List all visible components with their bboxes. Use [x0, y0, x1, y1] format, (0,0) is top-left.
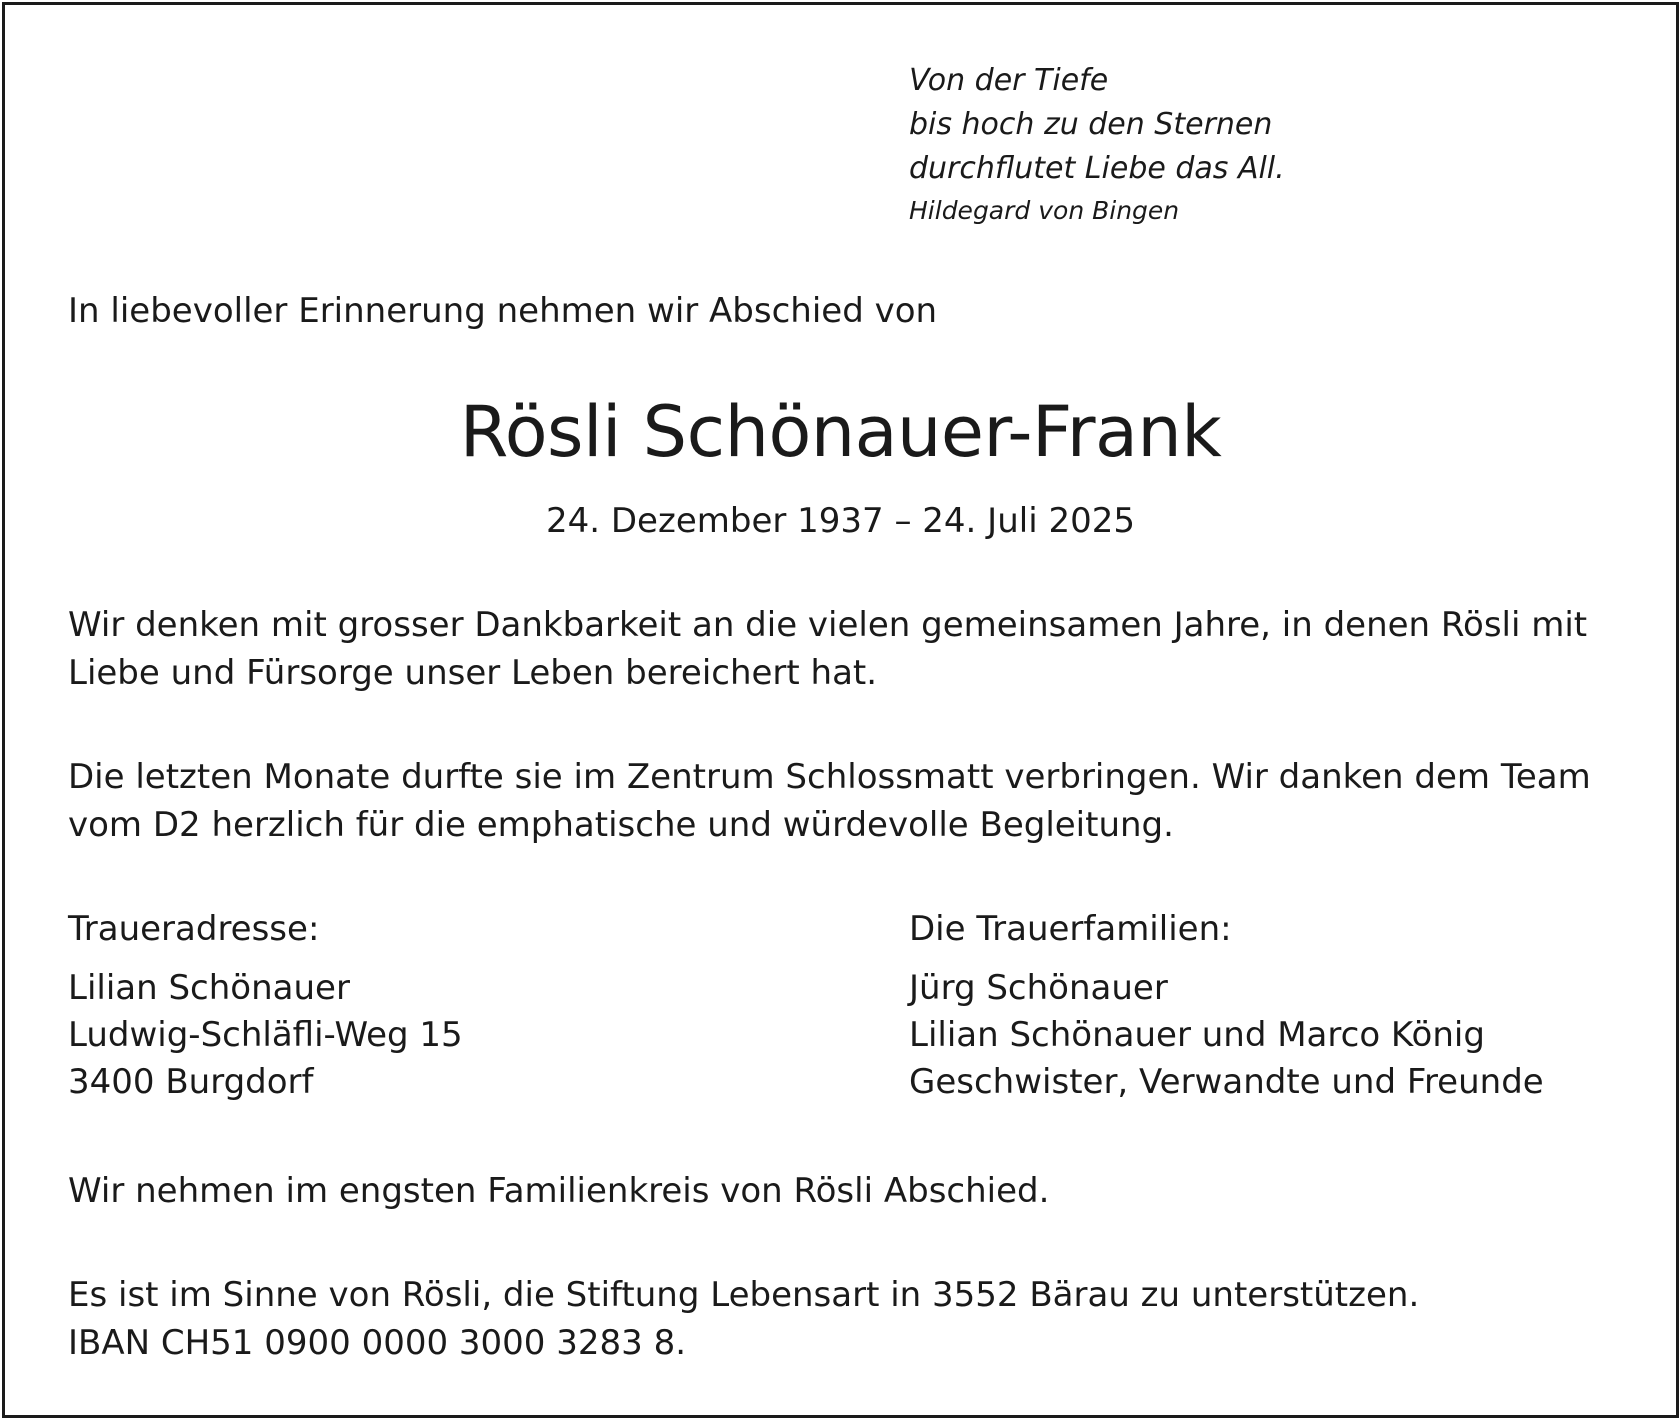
- intro-text: In liebevoller Erinnerung nehmen wir Abschied von: [68, 291, 938, 331]
- paragraph-line: Die letzten Monate durfte sie im Zentrum Schlossmatt verbringen. Wir danken dem Team: [68, 757, 1591, 797]
- address-line: Lilian Schönauer: [68, 968, 350, 1008]
- farewell-paragraph: [68, 1167, 1628, 1215]
- gratitude-paragraph: [68, 601, 1628, 697]
- paragraph-line: Liebe und Fürsorge unser Leben bereichert hat.: [68, 653, 878, 693]
- family-line: Lilian Schönauer und Marco König: [909, 1015, 1485, 1055]
- poem-line: durchflutet Liebe das All.: [909, 151, 1285, 186]
- paragraph-line: Wir denken mit grosser Dankbarkeit an die vielen gemeinsamen Jahre, in denen Rösli mit: [68, 605, 1588, 645]
- mourning-address: [68, 905, 463, 1106]
- paragraph-line: Wir nehmen im engsten Familienkreis von Rösli Abschied.: [68, 1171, 1050, 1211]
- poem-quote: [909, 59, 1285, 231]
- address-line: Ludwig-Schläfli-Weg 15: [68, 1015, 463, 1055]
- poem-author: Hildegard von Bingen: [909, 196, 1180, 225]
- address-line: 3400 Burgdorf: [68, 1062, 314, 1102]
- mourning-families: [909, 905, 1544, 1106]
- iban-line: IBAN CH51 0900 0000 3000 3283 8.: [68, 1323, 687, 1363]
- obituary-notice: [2, 2, 1679, 1418]
- poem-line: Von der Tiefe: [909, 63, 1109, 98]
- address-heading: Traueradresse:: [68, 909, 320, 949]
- donation-paragraph: [68, 1271, 1628, 1367]
- deceased-name: Rösli Schönauer-Frank: [459, 391, 1222, 473]
- poem-line: bis hoch zu den Sternen: [909, 107, 1273, 142]
- paragraph-line: vom D2 herzlich für die emphatische und würdevolle Begleitung.: [68, 805, 1174, 845]
- family-line: Jürg Schönauer: [909, 968, 1168, 1008]
- families-heading: Die Trauerfamilien:: [909, 909, 1232, 949]
- family-line: Geschwister, Verwandte und Freunde: [909, 1062, 1544, 1102]
- paragraph-line: Es ist im Sinne von Rösli, die Stiftung Lebensart in 3552 Bärau zu unterstützen.: [68, 1275, 1420, 1315]
- life-dates: 24. Dezember 1937 – 24. Juli 2025: [546, 501, 1135, 541]
- care-thanks-paragraph: [68, 753, 1628, 849]
